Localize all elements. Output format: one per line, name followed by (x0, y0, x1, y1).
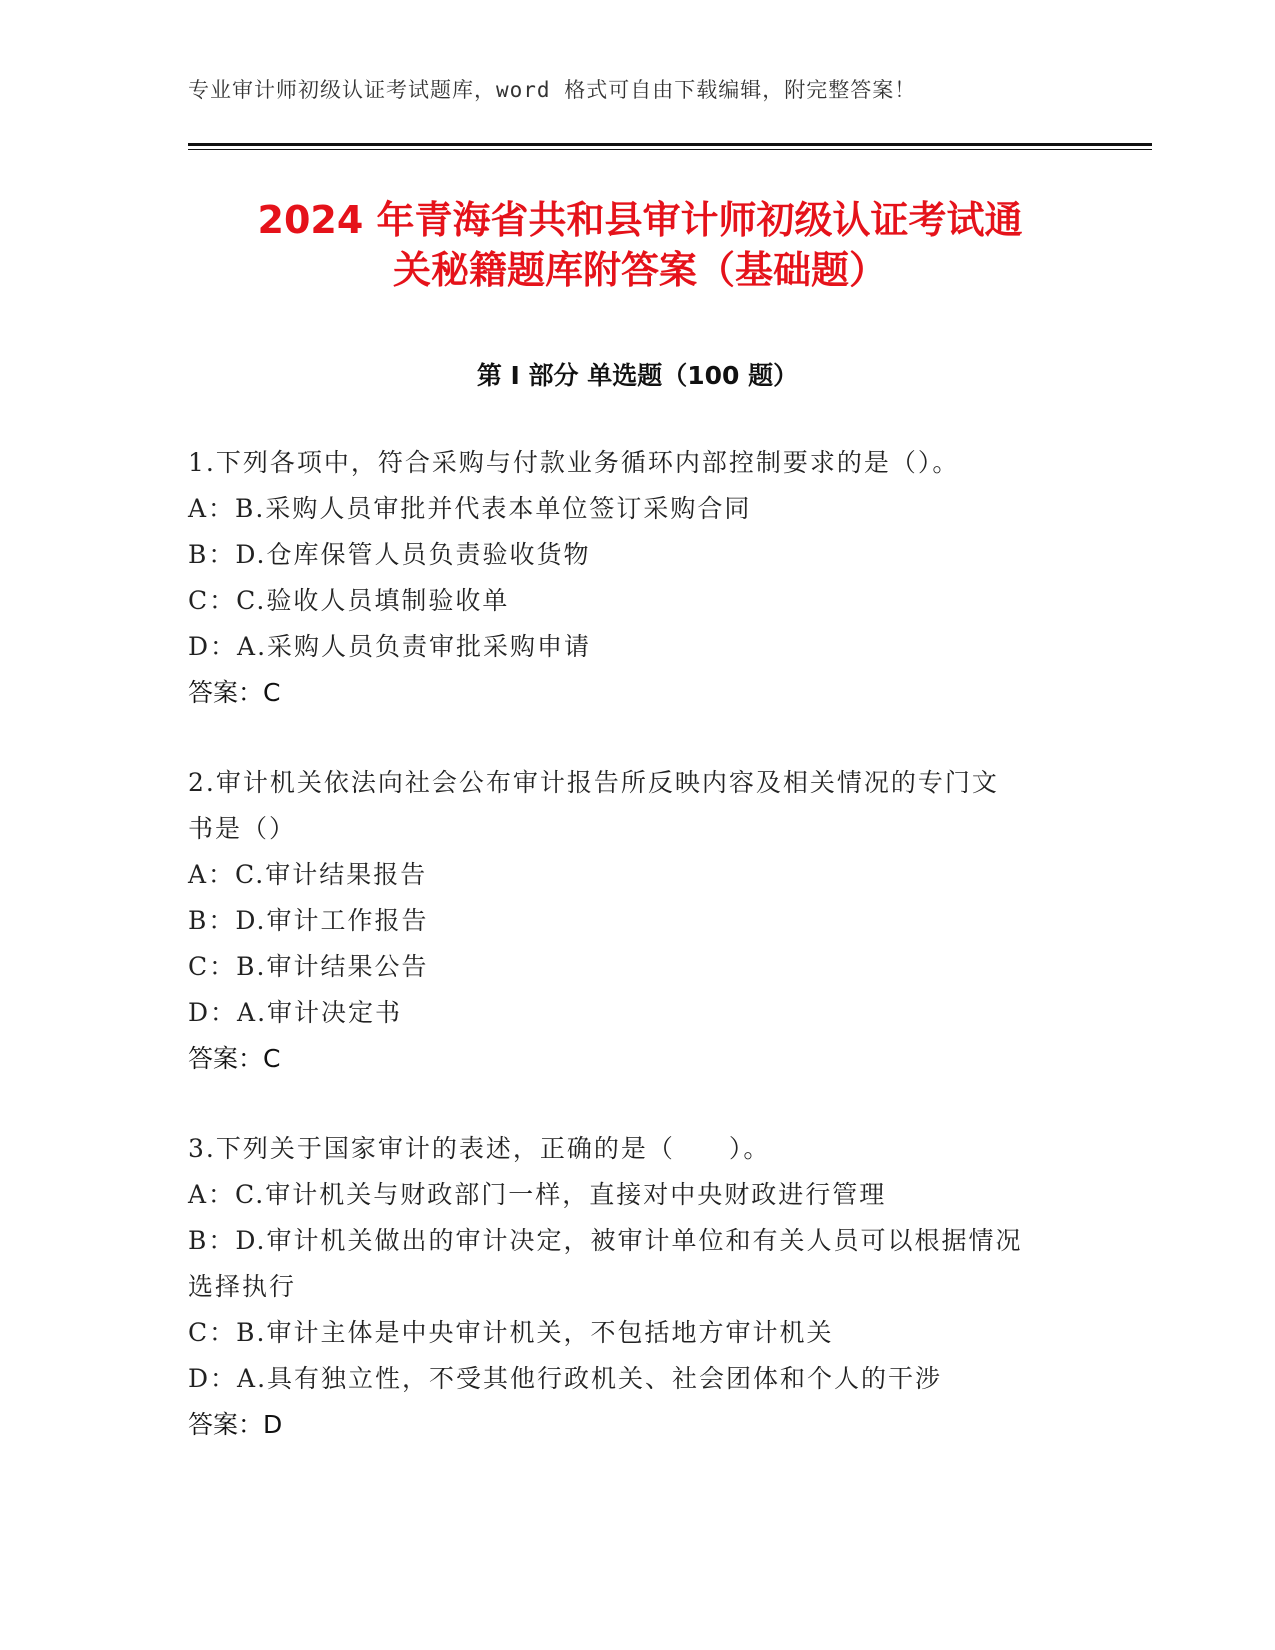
document-title (150, 195, 1130, 295)
option-a: A：C.审计机关与财政部门一样，直接对中央财政进行管理 (188, 1180, 887, 1209)
option-a: A：B.采购人员审批并代表本单位签订采购合同 (188, 494, 752, 523)
option-d: D：A.采购人员负责审批采购申请 (188, 632, 592, 661)
document-title-line2: 关秘籍题库附答案（基础题） (392, 248, 887, 292)
option-c: C：C.验收人员填制验收单 (188, 586, 510, 615)
option-b: B：D.审计工作报告 (188, 906, 429, 935)
section-title: 第 I 部分 单选题（100 题） (476, 361, 799, 390)
option-b: B：D.审计机关做出的审计决定，被审计单位和有关人员可以根据情况 (188, 1226, 1023, 1255)
option-c: C：B.审计主体是中央审计机关，不包括地方审计机关 (188, 1318, 834, 1347)
answer: 答案：C (188, 678, 281, 707)
option-a: A：C.审计结果报告 (188, 860, 428, 889)
question-1 (188, 440, 1068, 716)
option-c: C：B.审计结果公告 (188, 952, 429, 981)
option-d: D：A.具有独立性，不受其他行政机关、社会团体和个人的干涉 (188, 1364, 943, 1393)
header-divider-thick (188, 143, 1152, 146)
answer: 答案：D (188, 1410, 283, 1439)
question-list (188, 440, 1068, 1492)
header-divider-thin (188, 149, 1152, 150)
option-b-continued: 选择执行 (188, 1272, 297, 1301)
option-b: B：D.仓库保管人员负责验收货物 (188, 540, 591, 569)
question-stem-continued: 书是（） (188, 814, 297, 843)
header-note: 专业审计师初级认证考试题库，word 格式可自由下载编辑，附完整答案！ (188, 78, 917, 102)
question-stem: 3.下列关于国家审计的表述，正确的是（ ）。 (188, 1134, 771, 1163)
document-title-line1: 2024 年青海省共和县审计师初级认证考试通 (257, 198, 1023, 242)
question-stem: 2.审计机关依法向社会公布审计报告所反映内容及相关情况的专门文 (188, 768, 999, 797)
question-3 (188, 1126, 1068, 1448)
answer: 答案：C (188, 1044, 281, 1073)
question-stem: 1.下列各项中，符合采购与付款业务循环内部控制要求的是（）。 (188, 448, 960, 477)
option-d: D：A.审计决定书 (188, 998, 403, 1027)
question-2 (188, 760, 1068, 1082)
